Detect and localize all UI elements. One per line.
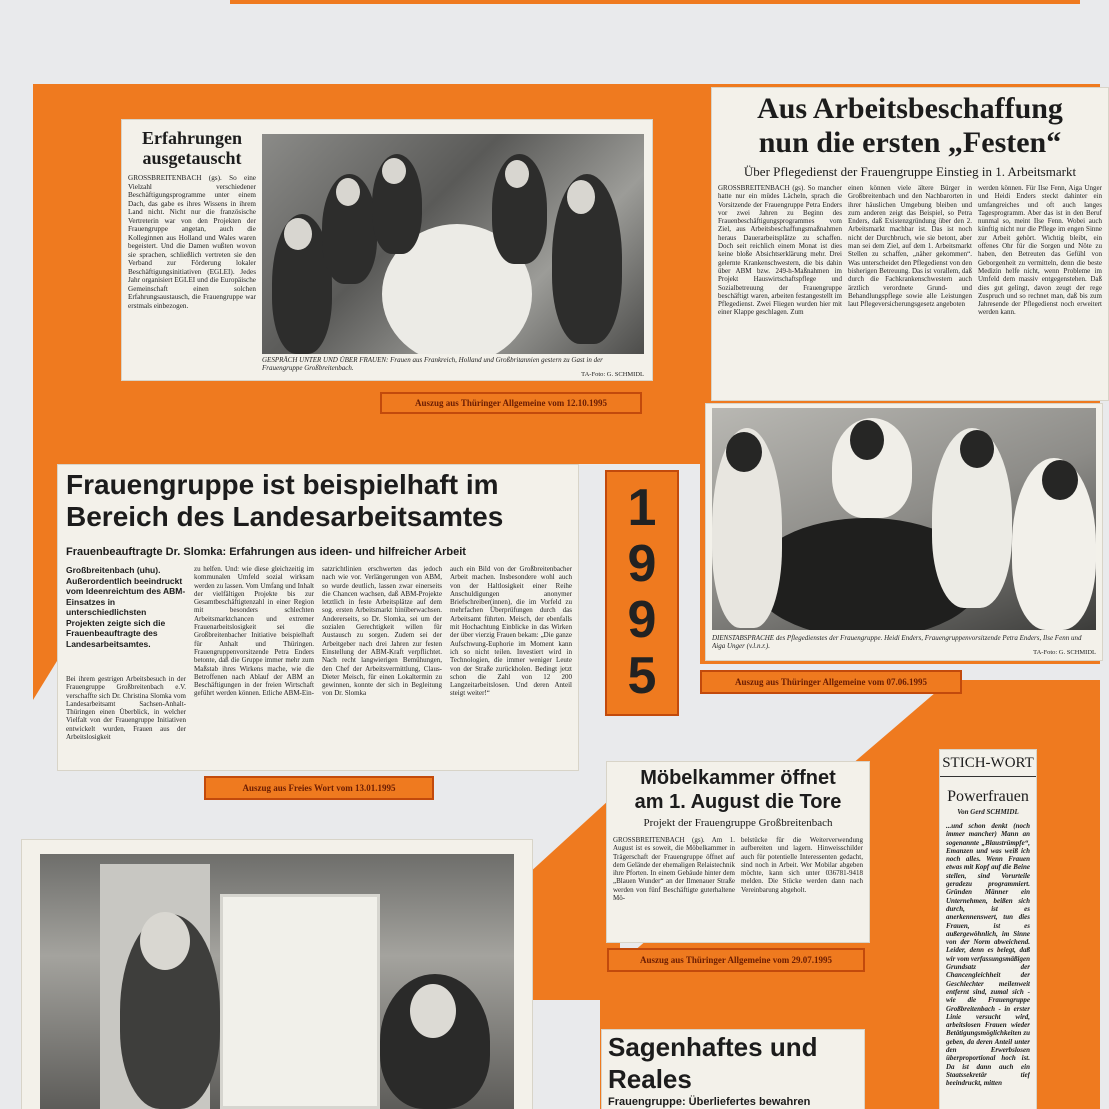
clip-arbeitsbeschaffung-photo-block <box>706 404 1102 660</box>
clip-frauengruppe <box>58 465 578 770</box>
year-digit-4: 5 <box>627 647 657 705</box>
year-digit-1: 1 <box>627 479 657 537</box>
clip-arbeitsbeschaffung <box>712 88 1108 400</box>
clip-moebelkammer-headline-1: Möbelkammer öffnet <box>640 767 836 789</box>
clip-erfahrungen-photo-credit: TA-Foto: G. SCHMIDL <box>581 371 644 378</box>
clip-bottom-photo-image <box>40 854 514 1109</box>
source-label-frauengruppe: Auszug aus Freies Wort vom 13.01.1995 <box>204 776 434 800</box>
clip-erfahrungen <box>122 120 652 380</box>
clip-stichwort-body: ...und schon denkt (noch immer mancher) Mann an sogenannte „Blaustrümpfe“, Emanzen und was weiß ich noch alles. Wenn Frauen etwas mit Kopf auf die Beine stellen, sind Vorurteile geradezu programmiert. Gründen Männer ein Unternehmen, beißen sich durch, ist es anerkennenswert, tun dies Frauen, ist es außergewöhnlich, im Sinne von der Norm abweichend. Leider, denn es belegt, daß wir vom verfassungsmäßigen Grundsatz der Chancengleichheit der Geschlechter meilenweit entfernt sind, zumal sich - wie die Frauengruppe Großbreitenbach - in erster Linie versucht wird, arbeitslosen Frauen wieder Betätigungsmöglichkeiten zu geben, da deren Anteil unter den Erwerbslosen überproportional hoch ist. Da ist dann auch ein Staatssekretär tief beeindruckt, mitten <box>946 822 1030 1088</box>
clip-frauengruppe-col-4: auch ein Bild von der Großbreitenbacher Arbeit machen. Insbesondere wohl auch von der Haltlosigkeit einer Reihe Anschuldigungen anonymer Briefschreiber(innen), die im Vorfeld zu mehrfachen Überprüfungen durch das Arbeitsamt führten. Meisch, der ebenfalls mit Hochachtung Einblicke in das Wirken der über vierzig Frauen bekam: „Die ganze Aufschwung-Euphorie im Moment kann ich so nicht teilen. Investiert wird in Technologien, die immer weniger Leute von der Straße zurückholen. Bedingt jetzt schon die Zahl von 12 200 Langzeitarbeitslosen. Und deren Anteil steigt weiter!“ <box>450 565 572 698</box>
clip-arbeitsbeschaffung-subhead: Über Pflegedienst der Frauengruppe Einstieg in 1. Arbeitsmarkt <box>743 164 1077 179</box>
clip-erfahrungen-caption: GESPRÄCH UNTER UND ÜBER FRAUEN: Frauen aus Frankreich, Holland und Großbritannien gestern zu Gast in der Frauengruppe Großbreitenbach. <box>262 356 603 372</box>
clip-stichwort-headline: Powerfrauen <box>947 788 1029 805</box>
clip-bottom-photo <box>22 840 532 1109</box>
year-digit-2: 9 <box>627 535 657 593</box>
clip-frauengruppe-headline-1: Frauengruppe ist beispielhaft im <box>66 469 499 500</box>
clip-frauengruppe-col-3: satzrichtlinien erschwerten das jedoch nach wie vor. Verlängerungen von ABM, so wurde deutlich, lassen zwar einerseits die Chancen wachsen, daß ABM-Projekte letztlich in feste Arbeitsplätze auf dem sog. ersten Arbeitsmarkt hinüberwachsen. Andererseits, so Dr. Slomka, sei um der sozialen Gerechtigkeit willen für Austausch zu sorgen. Zudem sei der Arbeitgeber nach drei Jahren zur festen Einstellung der ABM-Kraft verpflichtet. Nach recht langwierigen Bemühungen, den Chef der Arbeitsvermittlung, Claus-Dieter Meisch, für einen Lokaltermin zu gewinnen, konnte der sich in Begleitung von Dr. Slomka <box>322 565 442 698</box>
clip-sagenhaftes <box>602 1030 864 1109</box>
clip-stichwort <box>940 750 1036 1109</box>
clip-arbeitsbeschaffung-photo <box>712 408 1096 630</box>
clip-arbeitsbeschaffung-photo-credit: TA-Foto: G. SCHMIDL <box>1033 649 1096 656</box>
source-label-moebelkammer: Auszug aus Thüringer Allgemeine vom 29.07.1995 <box>607 948 865 972</box>
clip-stichwort-author: Von Gerd SCHMIDL <box>957 808 1019 816</box>
clip-arbeitsbeschaffung-col-2: einen können viele ältere Bürger in Großbreitenbach und den Nachbarorten in ihrer häuslichen Umgebung bleiben und zum anderen zeigt das Beispiel, so Petra Enders, daß Existenzgründung über den 2. Arbeitsmarkt machbar ist. Das ist noch nicht der Durchbruch, wie sie betont, aber man sei dem Ziel, auf dem 1. Arbeitsmarkt Stellen zu schaffen, „näher gekommen“. Was unterscheidet den Pflegedienst von den bisherigen Betreuung. Das ist vorallem, daß durch die Fachkrankenschwestern auch ärztlich verordnete Grund- und Behandlungspflege sowie alle Leistungen laut Pflegeversicherungsgesetz angeboten <box>848 184 972 309</box>
clip-sagenhaftes-headline-2: Reales <box>608 1064 692 1094</box>
clip-frauengruppe-lead: Großbreitenbach (uhu). Außerordentlich beeindruckt vom Ideenreichtum des ABM-Einsatzes in unterschiedlichsten Projekten zeigte sich die Frauenbeauftragte des Landesarbeitsamtes. <box>66 565 186 649</box>
source-label-erfahrungen: Auszug aus Thüringer Allgemeine vom 12.10.1995 <box>380 392 642 414</box>
clip-frauengruppe-col-2: zu helfen. Und: wie diese gleichzeitig im kommunalen Umfeld sozial wirksam werden zu lassen. Vom Umfang und Inhalt der vielfältigen Projekte bis zur Gesamtbeschäftigtenzahl in einer Region mit besonders schlechten Arbeitsmarktchancen und extremer Frauenarbeitslosigkeit sei die Großbreitenbacher Initiative beispielhaft für Anhalt und Thüringen. Frauengruppenvorsitzende Petra Enders betonte, daß die Gruppe immer mehr zum Maßstab ihres Wirkens mache, wie die Betroffenen nach Ablauf der ABM an Beschäftigungen in der freien Wirtschaft geführt werden können. Etliche ABM-Ein- <box>194 565 314 698</box>
year-badge <box>605 470 679 716</box>
clip-frauengruppe-subhead: Frauenbeauftragte Dr. Slomka: Erfahrungen aus ideen- und hilfreicher Arbeit <box>66 546 466 558</box>
clip-arbeitsbeschaffung-headline-2: nun die ersten „Festen“ <box>758 126 1062 159</box>
clip-moebelkammer <box>607 762 869 942</box>
clip-erfahrungen-headline: Erfahrungen ausgetauscht <box>141 128 242 168</box>
top-banner-strip <box>230 0 1080 4</box>
clip-arbeitsbeschaffung-col-3: werden können. Für Ilse Fenn, Aiga Unger und Heidi Enders steckt dahinter ein umfangreiches und oft auch langes Tagesprogramm. Aber das ist in den Beruf nunmal so, meint Ilse Fenn. Wobei auch künftig nicht nur die Pflege im engen Sinne zur Arbeit gehört. Wichtig bleibt, ein offenes Ohr für die Sorgen und Nöte zu haben, den Betreuten das Gefühl von Geborgenheit zu vermitteln, denn die beste Medizin helfe nicht, wenn Probleme im Umfeld dem massiv entgegenstehen. Daß dies gut gelingt, davon zeugt der rege Zuspruch und so rechnet man, daß bis zum Jahresende der Pflegedienst noch erweitert werden kann. <box>978 184 1102 317</box>
clip-arbeitsbeschaffung-col-1: GROSSBREITENBACH (gs). So mancher hatte nur ein müdes Lächeln, sprach die Vorsitzende der Frauengruppe Petra Enders vor zwei Jahren zu Beginn des Frauenbeschäftigungsprogrammes vom Ziel, aus Arbeitsbeschaffungsmaßnahmen heraus Dauerarbeitsplätze zu schaffen. Doch seit reichlich einem Monat ist dies keine bloße Absichtserklärung mehr. Drei gelernte Krankenschwestern, die bis dahin über ABM bzw. 249-h-Maßnahmen im Projekt Hauswirtschaftspflege und Sozialbetreuung der Frauengruppe beschäftigt waren, arbeiten festangestellt im Pflegedienst. Zwei Fliegen wurden hier mit einer Klappe geschlagen. Zum <box>718 184 842 317</box>
clip-arbeitsbeschaffung-headline-1: Aus Arbeitsbeschaffung <box>757 92 1063 125</box>
clip-sagenhaftes-subhead: Frauengruppe: Überliefertes bewahren <box>608 1096 811 1108</box>
clip-moebelkammer-subhead: Projekt der Frauengruppe Großbreitenbach <box>643 817 833 829</box>
clip-moebelkammer-col-2: belstücke für die Weiterverwendung aufbereiten und lagern. Hinweisschilder auch für potentielle Interessenten gedacht, sind noch in Arbeit. Wer Mobilar abgeben möchte, kann sich unter 036781-9418 melden. Die Stücke werden dann nach Vereinbarung abgeholt. <box>741 836 863 894</box>
clip-erfahrungen-photo <box>262 134 644 354</box>
clip-arbeitsbeschaffung-columns <box>718 184 1102 394</box>
clip-sagenhaftes-headline-1: Sagenhaftes und <box>608 1032 818 1062</box>
clip-moebelkammer-headline-2: am 1. August die Tore <box>634 791 842 813</box>
year-digit-3: 9 <box>627 591 657 649</box>
source-label-arbeitsbeschaffung: Auszug aus Thüringer Allgemeine vom 07.06.1995 <box>700 670 962 694</box>
clip-arbeitsbeschaffung-caption: DIENSTABSPRACHE des Pflegedienstes der Frauengruppe. Heidi Enders, Frauengruppenvorsitzende Petra Enders, Ilse Fenn und Aiga Unger (v.l.n.r.). <box>712 634 1082 650</box>
clip-frauengruppe-headline-2: Bereich des Landesarbeitsamtes <box>66 501 504 532</box>
clip-stichwort-label: STICH-WORT <box>940 754 1036 777</box>
clip-frauengruppe-col-1: Bei ihrem gestrigen Arbeitsbesuch in der Frauengruppe Großbreitenbach e.V. verschaffte sich Dr. Christina Slomka vom Landesarbeitsamt Sachsen-Anhalt-Thüringen einen Überblick, in welcher Vielfalt von der Frauengruppe Initiativen entwickelt wurden, Frauen aus der Arbeitslosigkeit <box>66 675 186 742</box>
clip-moebelkammer-col-1: GROSSBREITENBACH (gs). Am 1. August ist es soweit, die Möbelkammer in Trägerschaft der Frauengruppe öffnet auf dem Gelände der ehemaligen Relaistechnik ihre Pforten. In einem Gebäude hinter dem „Blauen Wunder“ an der Ilmenauer Straße werden von fünf Beschäftigte guterhaltene Mö- <box>613 836 735 903</box>
clip-erfahrungen-body: GROSSBREITENBACH (gs). So eine Vielzahl verschiedener Beschäftigungsprogramme unter einem Dach, das gabe es ihres Wissens in ihrem Land nicht. Nicht nur die französische Vertreterin war von den Projekten der Frauengruppe angetan, auch die Kolleginnen aus Holland und Wales waren begeistert. Und die Damen wußten wovon sie sprachen, schließlich vertreten sie den Verband zur Förderung lokaler Beschäftigungsinitiativen (EGLEI). Jedes Jahr organisiert EGLEI und die Europäische Gemeinschaft einen solchen Erfahrungsaustausch, die Frauengruppe war erstmals einbezogen. <box>128 174 256 310</box>
